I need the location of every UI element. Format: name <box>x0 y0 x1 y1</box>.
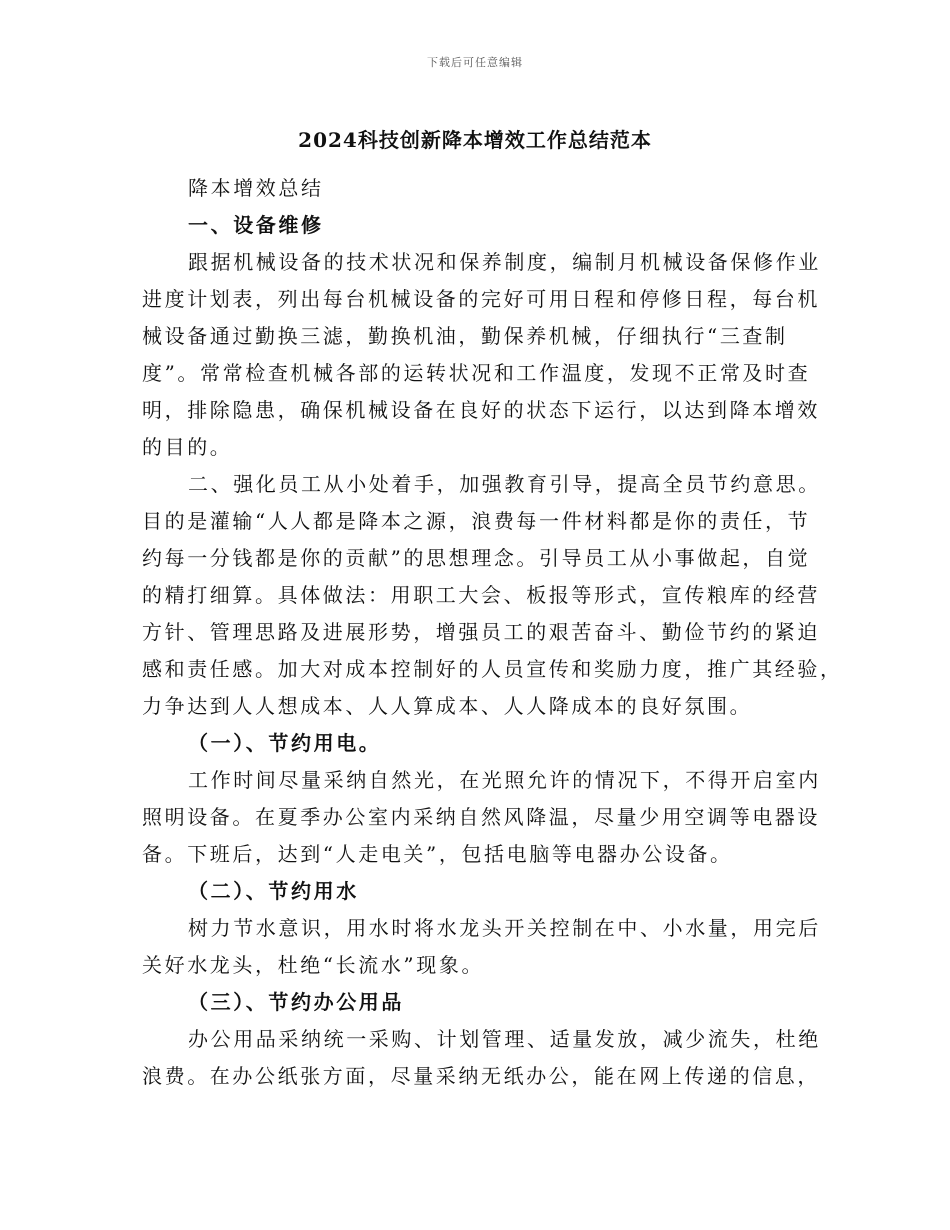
body-line: 跟据机械设备的技术状况和保养制度，编制月机械设备保修作业 <box>188 250 821 274</box>
body-line: 械设备通过勤换三滤，勤换机油，勤保养机械，仔细执行“三查制 <box>142 324 788 348</box>
body-line: 进度计划表，列出每台机械设备的完好可用日程和停修日程，每台机 <box>142 287 820 311</box>
document-body <box>142 170 843 1095</box>
section-heading: （二）、节约用水 <box>188 879 359 903</box>
body-line: 约每一分钱都是你的贡献”的思想理念。引导员工从小事做起，自觉 <box>142 546 811 570</box>
body-line: 关好水龙头，杜绝“长流水”现象。 <box>142 953 485 977</box>
body-line: 力争达到人人想成本、人人算成本、人人降成本的良好氛围。 <box>142 694 753 718</box>
body-line: 浪费。在办公纸张方面，尽量采纳无纸办公，能在网上传递的信息， <box>142 1064 820 1088</box>
body-line: 的精打细算。具体做法：用职工大会、板报等形式，宣传粮库的经营 <box>142 583 820 607</box>
body-line: 的目的。 <box>142 435 233 459</box>
document-title: 2024科技创新降本增效工作总结范本 <box>298 128 652 152</box>
body-line: 照明设备。在夏季办公室内采纳自然风降温，尽量少用空调等电器设 <box>142 805 820 829</box>
section-heading: （三）、节约办公用品 <box>188 990 404 1014</box>
body-line: 降本增效总结 <box>188 176 324 200</box>
section-heading: （一）、节约用电。 <box>188 731 382 755</box>
body-line: 方针、管理思路及进展形势，增强员工的艰苦奋斗、勤俭节约的紧迫 <box>142 620 820 644</box>
body-line: 目的是灌输“人人都是降本之源，浪费每一件材料都是你的责任，节 <box>142 509 811 533</box>
body-line: 度”。常常检查机械各部的运转状况和工作温度，发现不正常及时查 <box>142 361 811 385</box>
body-line: 办公用品采纳统一采购、计划管理、适量发放，减少流失，杜绝 <box>188 1027 821 1051</box>
body-line: 工作时间尽量采纳自然光，在光照允许的情况下，不得开启室内 <box>188 768 821 792</box>
header-note: 下载后可任意编辑 <box>427 56 523 69</box>
section-heading: 一、设备维修 <box>188 213 324 237</box>
body-line: 感和责任感。加大对成本控制好的人员宣传和奖励力度，推广其经验， <box>142 657 843 681</box>
body-line: 树力节水意识，用水时将水龙头开关控制在中、小水量，用完后 <box>188 916 821 940</box>
body-line: 备。下班后，达到“人走电关”，包括电脑等电器办公设备。 <box>142 842 733 866</box>
body-line: 明，排除隐患，确保机械设备在良好的状态下运行，以达到降本增效 <box>142 398 820 422</box>
body-line: 二、强化员工从小处着手，加强教育引导，提高全员节约意思。 <box>188 472 821 496</box>
